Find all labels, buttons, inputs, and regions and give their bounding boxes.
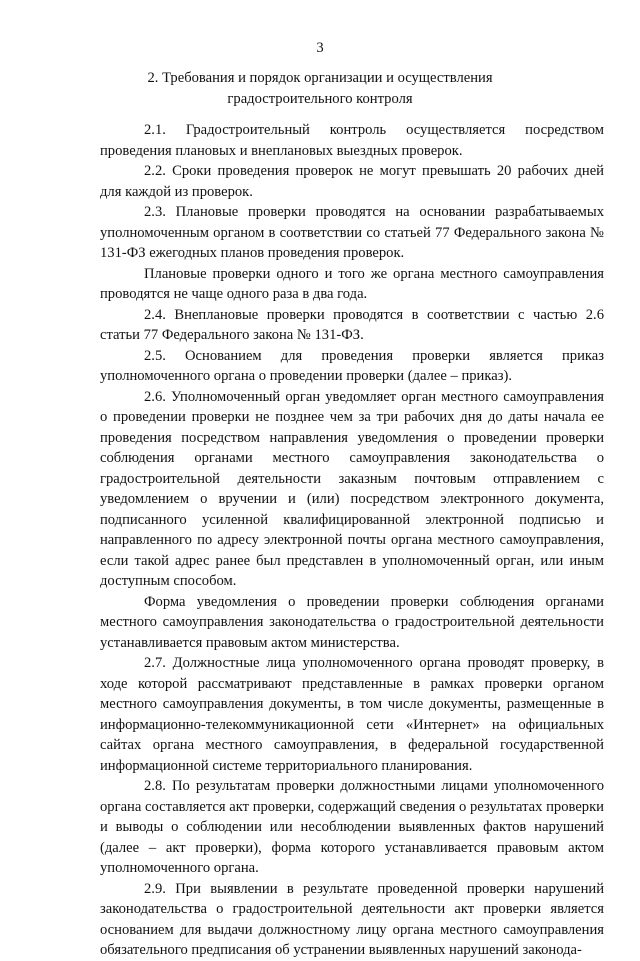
- document-body: [100, 120, 604, 961]
- paragraph-2-6-continuation: Форма уведомления о проведении проверки соблюдения органами местного самоуправления законодательства о градостроительной деятельности устанавливается правовым актом министерства.: [100, 593, 604, 651]
- paragraph-2-1: 2.1. Градостроительный контроль осуществляется посредством проведения плановых и внеплановых выездных проверок.: [100, 122, 604, 159]
- paragraph-2-6: 2.6. Уполномоченный орган уведомляет орган местного самоуправления о проведении проверки не позднее чем за три рабочих дня до даты начала ее проведения посредством направления уведомления о проведении проверки соблюдения органами местного самоуправления законодательства о градостроительной деятельности заказным почтовым отправлением с уведомлением о вручении и (или) посредством электронного документа, подписанного усиленной квалифицированной электронной подписью и направленного по адресу электронной почты органа местного самоуправления, если такой адрес ранее был представлен в уполномоченный орган, или иным доступным способом.: [100, 388, 604, 589]
- paragraph-2-5: 2.5. Основанием для проведения проверки является приказ уполномоченного органа о проведении проверки (далее – приказ).: [100, 347, 604, 384]
- page-number: 3: [316, 40, 324, 56]
- paragraph-2-3: 2.3. Плановые проверки проводятся на основании разрабатываемых уполномоченным органом в соответствии со статьей 77 Федерального закона № 131-ФЗ ежегодных планов проведения проверок.: [100, 204, 604, 261]
- paragraph-2-4: 2.4. Внеплановые проверки проводятся в соответствии с частью 2.6 статьи 77 Федерального закона № 131-ФЗ.: [100, 306, 604, 343]
- section-heading-line-1: 2. Требования и порядок организации и осуществления: [147, 70, 493, 86]
- section-heading-line-2: градостроительного контроля: [227, 90, 413, 107]
- section-heading: [90, 68, 550, 109]
- paragraph-2-8: 2.8. По результатам проверки должностными лицами уполномоченного органа составляется акт проверки, содержащий сведения о результатах проверки и выводы о соблюдении или несоблюдении выявленных фактов нарушений (далее – акт проверки), форма которого устанавливается правовым актом уполномоченного органа.: [100, 778, 604, 876]
- paragraph-2-2: 2.2. Сроки проведения проверок не могут превышать 20 рабочих дней для каждой из проверок.: [100, 163, 604, 200]
- paragraph-2-3-continuation: Плановые проверки одного и того же органа местного самоуправления проводятся не чаще одного раза в два года.: [100, 265, 604, 302]
- paragraph-2-7: 2.7. Должностные лица уполномоченного органа проводят проверку, в ходе которой рассматривают представленные в рамках проверки органом местного самоуправления документы, в том числе документы, размещенные в информационно-телекоммуникационной сети «Интернет» на официальных сайтах органа местного самоуправления, в федеральной государственной информационной системе территориального планирования.: [100, 655, 604, 774]
- paragraph-2-9: 2.9. При выявлении в результате проведенной проверки нарушений законодательства о градостроительной деятельности акт проверки является основанием для выдачи должностному лицу органа местного самоуправления обязательного предписания об устранении выявленных нарушений законода-: [100, 880, 604, 958]
